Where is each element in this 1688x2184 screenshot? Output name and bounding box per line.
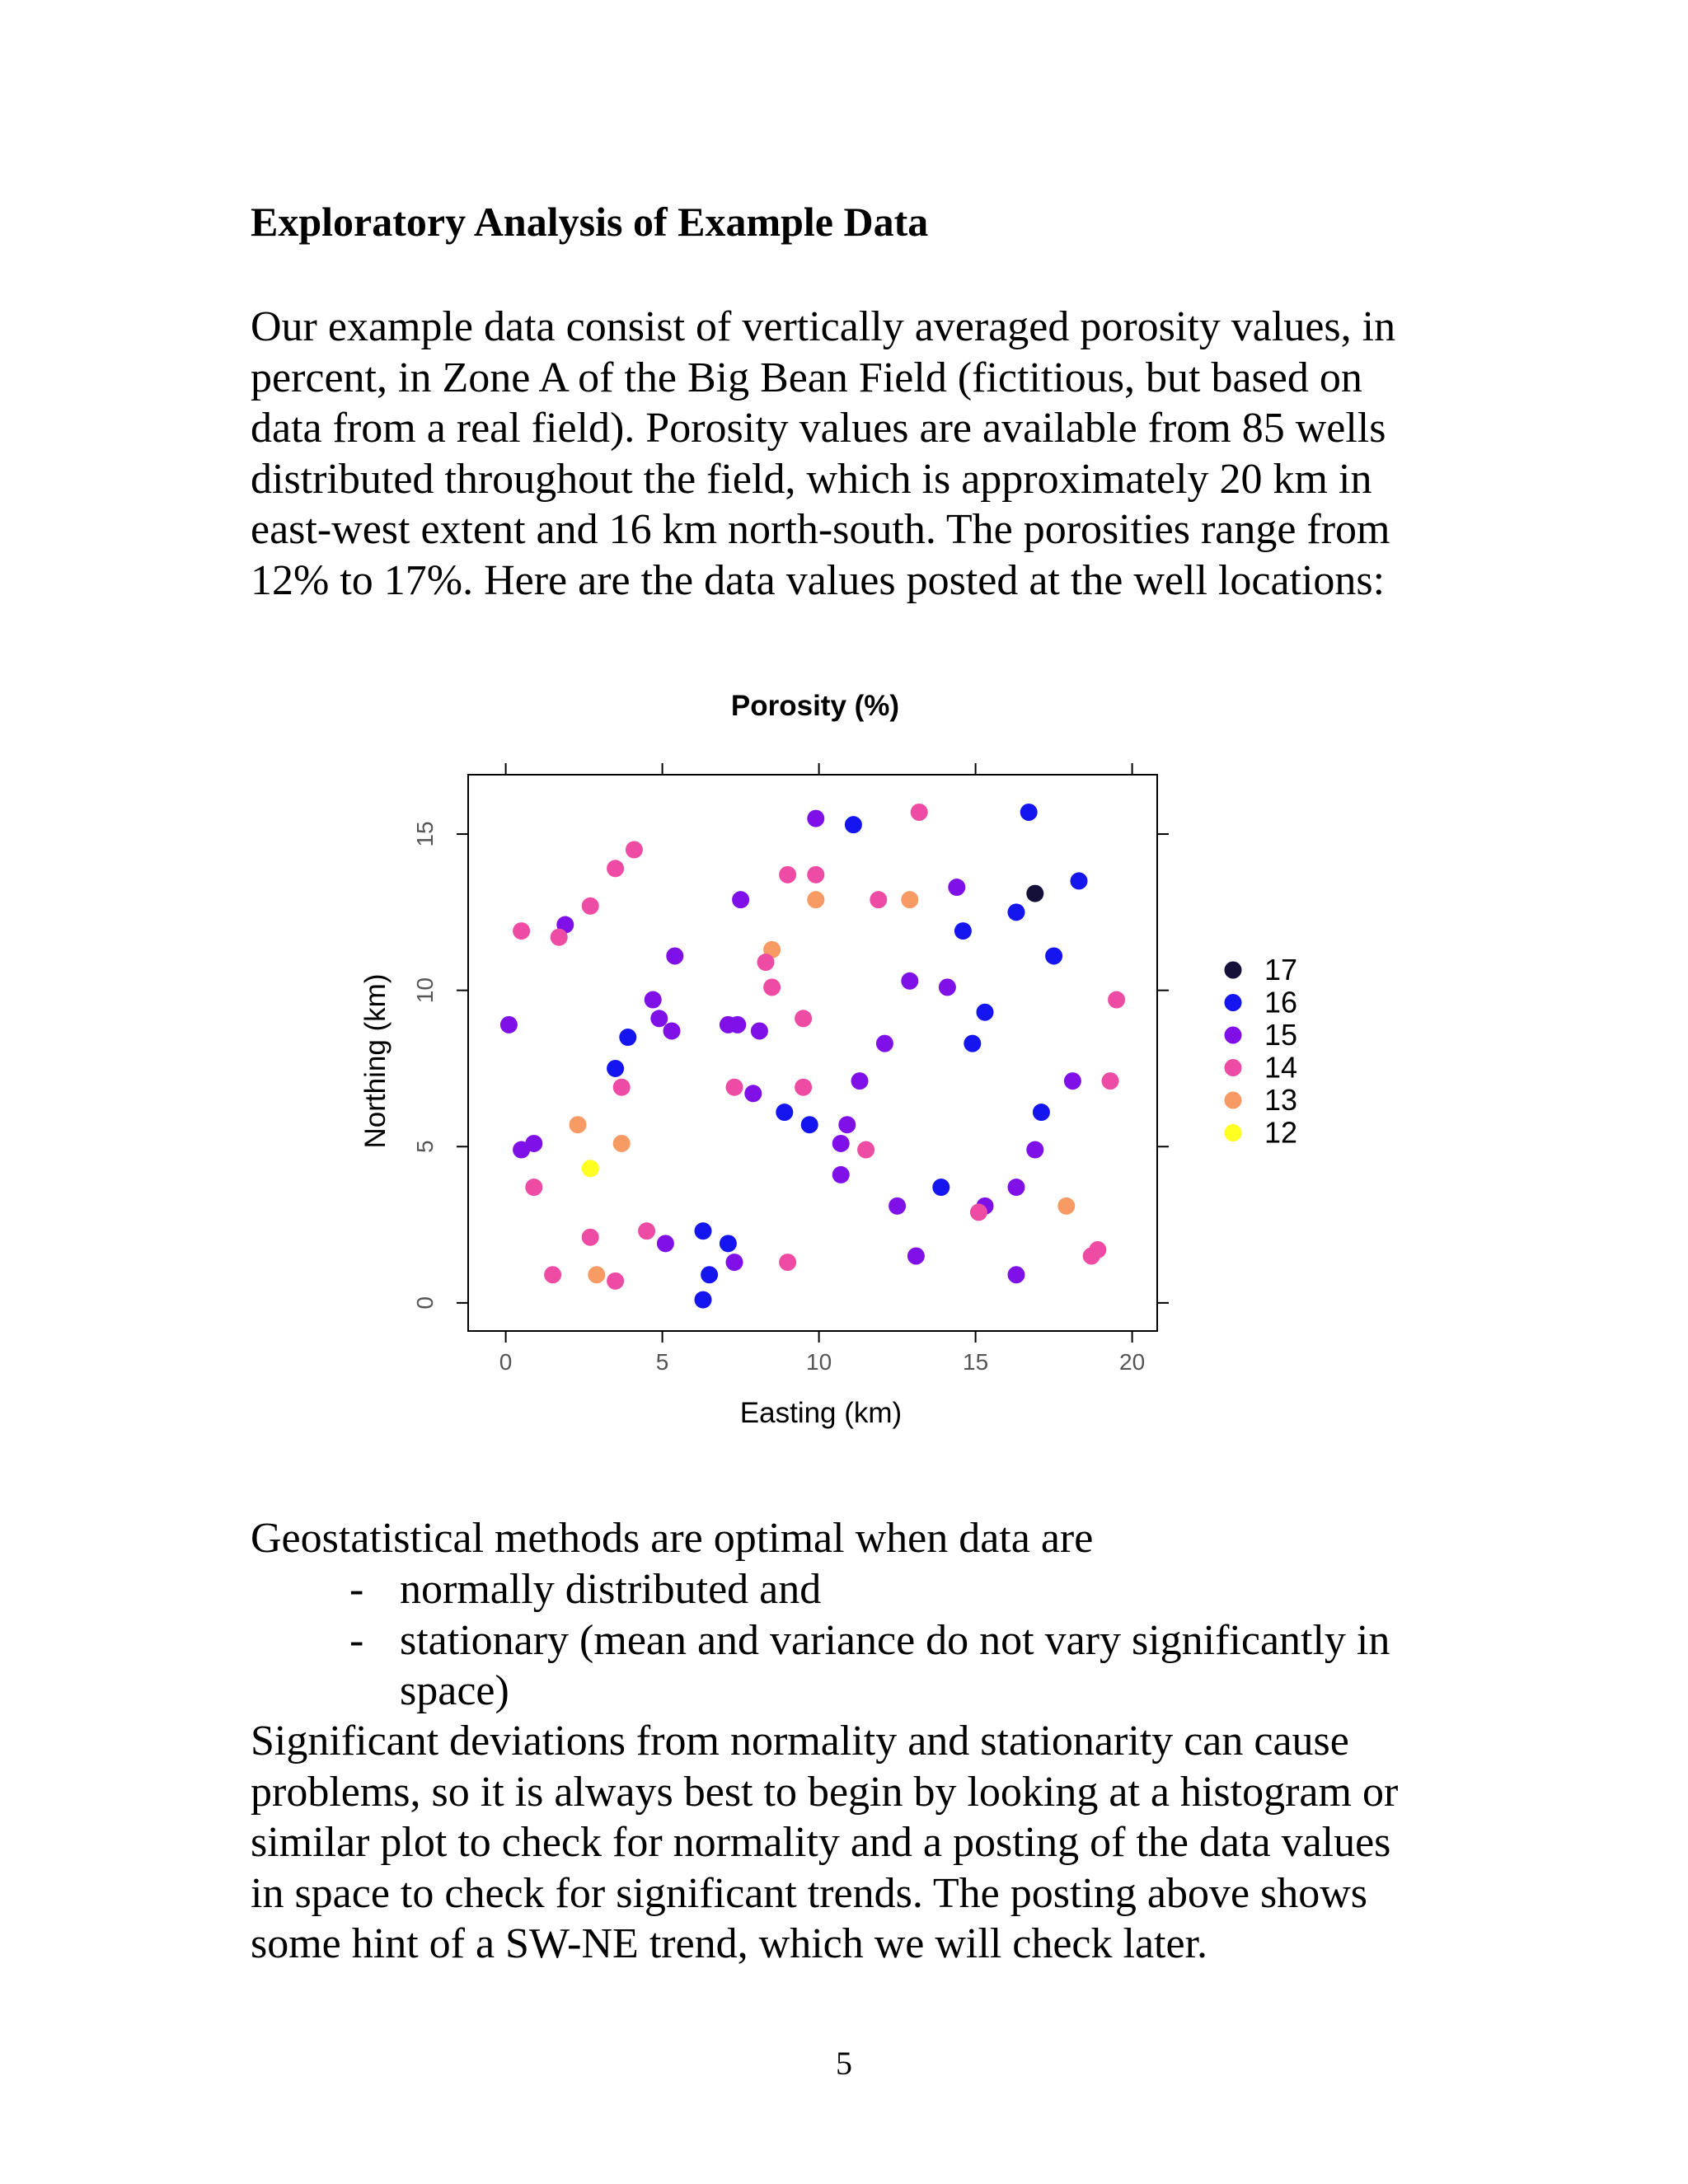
bullet-dash: -	[349, 1566, 364, 1613]
data-point	[1102, 1072, 1119, 1090]
bullet-item	[251, 1615, 1390, 1717]
data-point	[757, 954, 775, 971]
data-point	[1026, 1141, 1043, 1159]
legend-marker	[1225, 1124, 1242, 1141]
legend-marker	[1225, 962, 1242, 979]
data-point	[795, 1010, 812, 1027]
data-point	[807, 891, 824, 908]
porosity-posting-chart	[330, 668, 1368, 1459]
x-tick-label: 20	[1119, 1349, 1146, 1375]
x-axis-label: Easting (km)	[739, 1397, 903, 1429]
data-point	[701, 1266, 718, 1283]
data-point	[807, 866, 824, 883]
data-point	[551, 929, 568, 946]
data-point	[954, 922, 972, 940]
closing-paragraph	[251, 1716, 1487, 1970]
plot-frame	[468, 775, 1157, 1331]
data-point	[1033, 1104, 1050, 1121]
data-point	[901, 972, 918, 990]
data-point	[729, 1016, 746, 1033]
bullet-list	[251, 1564, 1390, 1717]
methods-intro: Geostatistical methods are optimal when data are	[251, 1515, 1094, 1562]
data-point	[801, 1116, 818, 1133]
text-line: data from a real field). Porosity values are available from 85 wells	[251, 405, 1386, 452]
data-point	[726, 1254, 743, 1271]
legend-label: 15	[1264, 1018, 1298, 1052]
data-point	[889, 1197, 906, 1215]
data-point	[1008, 903, 1025, 921]
data-point	[582, 898, 599, 915]
bullet-text: space)	[400, 1667, 509, 1714]
data-point	[977, 1004, 994, 1021]
text-line: Significant deviations from normality and stationarity can cause	[251, 1718, 1349, 1765]
text-line: similar plot to check for normality and a posting of the data values	[251, 1819, 1391, 1866]
data-point	[570, 1116, 587, 1133]
y-tick-label: 5	[412, 1140, 438, 1154]
data-point	[607, 1060, 624, 1077]
legend-label: 16	[1264, 985, 1298, 1019]
data-point	[726, 1079, 743, 1096]
data-point	[1045, 947, 1062, 964]
data-point	[1108, 991, 1125, 1009]
data-point	[720, 1235, 737, 1252]
y-tick-label: 15	[412, 821, 438, 847]
data-point	[779, 1254, 796, 1271]
data-point	[626, 841, 643, 859]
legend-marker	[1225, 1059, 1242, 1076]
text-line: some hint of a SW-NE trend, which we will check later.	[251, 1920, 1208, 1967]
x-tick-label: 10	[806, 1349, 832, 1375]
data-point	[751, 1022, 768, 1039]
data-point	[513, 922, 530, 940]
data-point	[663, 1022, 681, 1039]
chart-title: Porosity (%)	[730, 690, 900, 722]
data-point	[1008, 1266, 1025, 1283]
data-point	[838, 1116, 856, 1133]
data-point	[613, 1135, 631, 1152]
data-point	[607, 860, 624, 877]
intro-paragraph	[251, 302, 1487, 606]
data-point	[525, 1179, 542, 1196]
data-point	[776, 1104, 793, 1121]
data-point	[901, 891, 918, 908]
data-point	[513, 1141, 530, 1159]
text-line: east-west extent and 16 km north-south. The porosities range from	[251, 506, 1390, 553]
data-point	[588, 1266, 605, 1283]
data-point	[907, 1247, 925, 1264]
data-point	[851, 1072, 869, 1090]
data-point	[650, 1010, 668, 1027]
data-point	[1057, 1197, 1075, 1215]
data-point	[1026, 885, 1043, 902]
data-point	[695, 1291, 712, 1309]
data-point	[964, 1035, 981, 1052]
text-line: distributed throughout the field, which is approximately 20 km in	[251, 455, 1372, 503]
text-line: percent, in Zone A of the Big Bean Field (fictitious, but based on	[251, 354, 1362, 401]
data-point	[832, 1135, 850, 1152]
legend-marker	[1225, 994, 1242, 1011]
data-point	[695, 1222, 712, 1240]
data-point	[932, 1179, 950, 1196]
data-point	[1020, 804, 1038, 821]
y-tick-label: 10	[412, 977, 438, 1004]
data-point	[948, 879, 965, 896]
data-point	[807, 810, 824, 827]
data-point	[607, 1272, 624, 1290]
bullet-dash: -	[349, 1616, 364, 1664]
bullet-item	[251, 1564, 1390, 1615]
x-tick-label: 5	[655, 1349, 669, 1375]
data-point	[657, 1235, 674, 1252]
data-point	[645, 991, 662, 1009]
legend-marker	[1225, 1027, 1242, 1044]
data-point	[613, 1079, 631, 1096]
data-point	[500, 1016, 518, 1033]
data-point	[832, 1166, 850, 1183]
data-point	[544, 1266, 561, 1283]
page-number: 5	[836, 2045, 852, 2082]
data-point	[744, 1085, 762, 1102]
data-point	[619, 1029, 636, 1046]
data-point	[911, 804, 928, 821]
text-line: in space to check for significant trends. The posting above shows	[251, 1869, 1368, 1917]
section-heading: Exploratory Analysis of Example Data	[251, 199, 929, 245]
data-point	[1083, 1247, 1100, 1264]
legend-label: 14	[1264, 1050, 1298, 1085]
data-point	[939, 978, 956, 996]
x-tick-label: 0	[499, 1349, 513, 1375]
data-point	[779, 866, 796, 883]
text-line: 12% to 17%. Here are the data values posted at the well locations:	[251, 556, 1386, 604]
data-point	[857, 1141, 874, 1159]
data-point	[845, 816, 862, 833]
data-point	[870, 891, 887, 908]
y-tick-label: 0	[412, 1296, 438, 1310]
data-point	[666, 947, 683, 964]
bullet-text: normally distributed and	[400, 1566, 822, 1613]
data-point	[582, 1229, 599, 1246]
legend-marker	[1225, 1092, 1242, 1109]
text-line: Our example data consist of vertically averaged porosity values, in	[251, 303, 1396, 350]
legend-label: 17	[1264, 953, 1298, 987]
text-line: problems, so it is always best to begin by looking at a histogram or	[251, 1768, 1399, 1816]
y-axis-label: Northing (km)	[359, 973, 392, 1149]
legend-label: 12	[1264, 1115, 1298, 1150]
data-point	[970, 1203, 987, 1221]
legend-label: 13	[1264, 1083, 1298, 1117]
data-point	[1008, 1179, 1025, 1196]
data-point	[763, 978, 781, 996]
data-point	[1071, 872, 1088, 889]
x-tick-label: 15	[963, 1349, 989, 1375]
bullet-text: stationary (mean and variance do not vary significantly in	[400, 1616, 1390, 1664]
data-point	[732, 891, 749, 908]
data-point	[638, 1222, 655, 1240]
data-point	[795, 1079, 812, 1096]
data-point	[582, 1160, 599, 1177]
data-point	[1064, 1072, 1081, 1090]
data-point	[876, 1035, 893, 1052]
